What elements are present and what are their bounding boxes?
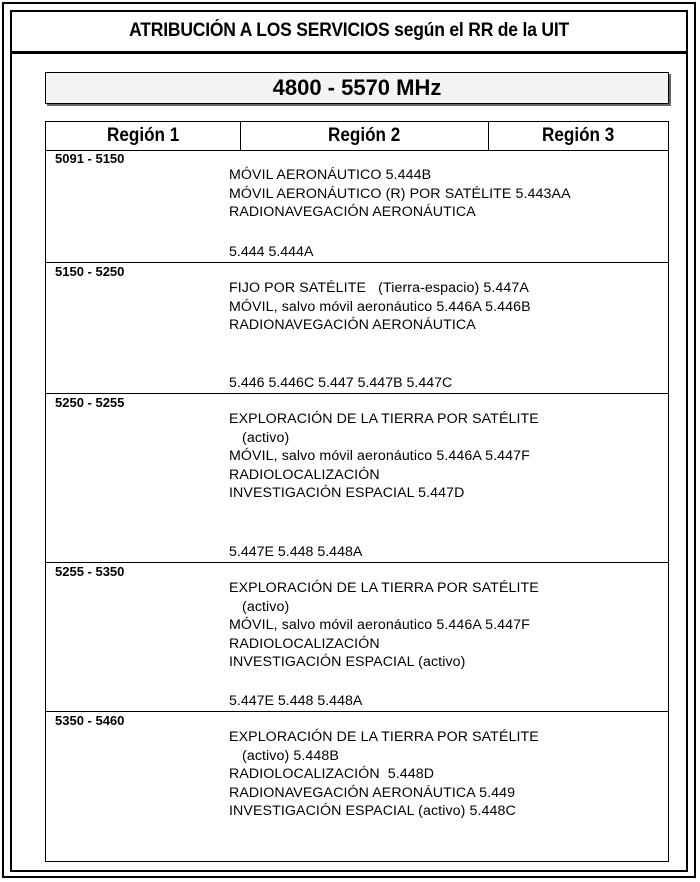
service-list [229,410,539,503]
service-line: MÓVIL AERONÁUTICO 5.444B [229,167,432,183]
service-list [229,579,539,672]
frequency-range: 5250 - 5255 [55,395,125,410]
table-row [46,394,668,563]
footnote-refs: 5.446 5.446C 5.447 5.447B 5.447C [229,375,453,391]
allocation-table [45,121,669,862]
service-line: FIJO POR SATÉLITE (Tierra-espacio) 5.447A [229,280,529,296]
frequency-band-box [45,72,669,104]
footnote-refs: 5.447E 5.448 5.448A [229,693,363,709]
frequency-band-label: 4800 - 5570 MHz [272,75,442,100]
frequency-range: 5350 - 5460 [55,713,125,728]
service-line: RADIOLOCALIZACIÓN 5.448D [229,766,435,782]
footnote-refs: 5.444 5.444A [229,244,314,260]
table-row [46,150,668,263]
column-header-region-3: Región 3 [542,125,615,146]
service-line: MÓVIL AERONÁUTICO (R) POR SATÉLITE 5.443AA [229,185,571,202]
service-line: (activo) [242,598,290,615]
table-header-row [46,122,668,151]
column-header-region-1: Región 1 [46,122,241,150]
service-list [229,166,571,222]
service-line: EXPLORACIÓN DE LA TIERRA POR SATÉLITE [229,411,539,427]
service-list [229,728,539,821]
service-line: MÓVIL, salvo móvil aeronáutico 5.446A 5.446B [229,298,531,315]
page-title: ATRIBUCIÓN A LOS SERVICIOS según el RR de la UIT [129,19,569,41]
frequency-range: 5255 - 5350 [55,564,125,579]
service-line: RADIONAVEGACIÓN AERONÁUTICA 5.449 [229,784,516,801]
service-line: INVESTIGACIÓN ESPACIAL 5.447D [229,485,465,501]
service-list [229,279,531,335]
service-line: MÓVIL, salvo móvil aeronáutico 5.446A 5.447F [229,448,530,464]
service-line: RADIOLOCALIZACIÓN [229,466,380,483]
table-row [46,712,668,861]
service-line: EXPLORACIÓN DE LA TIERRA POR SATÉLITE [229,729,539,745]
frequency-range: 5150 - 5250 [55,264,125,279]
page-title-band [10,10,688,54]
column-header-region-2: Región 2 [241,122,489,150]
service-line: RADIONAVEGACIÓN AERONÁUTICA [229,204,476,220]
service-line: INVESTIGACIÓN ESPACIAL (activo) 5.448C [229,803,516,819]
table-row [46,563,668,712]
footnote-refs: 5.447E 5.448 5.448A [229,544,363,560]
service-line: EXPLORACIÓN DE LA TIERRA POR SATÉLITE [229,580,539,596]
frequency-range: 5091 - 5150 [55,151,125,166]
service-line: MÓVIL, salvo móvil aeronáutico 5.446A 5.447F [229,617,530,633]
service-line: (activo) 5.448B [242,747,339,764]
service-line: RADIONAVEGACIÓN AERONÁUTICA [229,317,476,333]
service-line: (activo) [242,429,290,446]
table-row [46,263,668,394]
service-line: RADIOLOCALIZACIÓN [229,635,380,652]
service-line: INVESTIGACIÓN ESPACIAL (activo) [229,654,466,670]
